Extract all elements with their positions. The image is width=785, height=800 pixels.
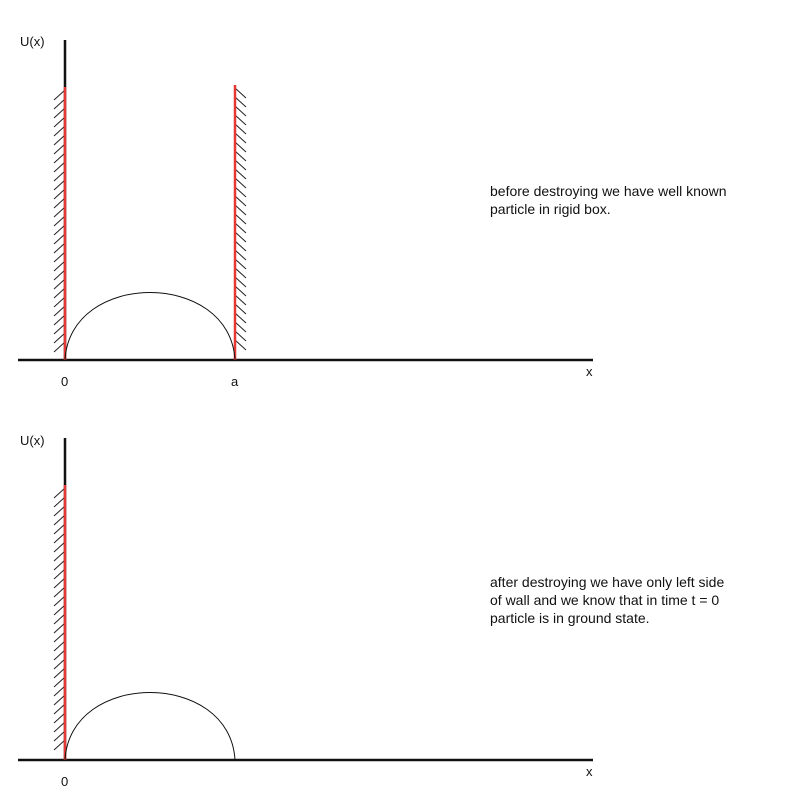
hatch-mark (54, 686, 65, 696)
hatch-mark (235, 214, 246, 224)
hatch-mark (54, 488, 65, 498)
hatch-mark (54, 632, 65, 642)
hatch-mark (54, 704, 65, 714)
hatch-mark (235, 232, 246, 242)
hatch-mark (235, 304, 246, 314)
y-axis-label: U(x) (20, 34, 45, 49)
hatch-mark (54, 668, 65, 678)
hatch-mark (54, 270, 65, 280)
hatch-mark (54, 288, 65, 298)
hatch-mark (54, 225, 65, 235)
x-axis-label: x (586, 764, 593, 779)
hatch-mark (54, 243, 65, 253)
hatch-mark (54, 722, 65, 732)
hatch-mark (235, 250, 246, 260)
note-line: of wall and we know that in time t = 0 (490, 592, 720, 608)
hatch-mark (235, 106, 246, 116)
hatch-mark (54, 90, 65, 100)
hatch-mark (54, 623, 65, 633)
hatch-mark (235, 151, 246, 161)
hatch-mark (54, 677, 65, 687)
hatch-mark (235, 241, 246, 251)
hatch-mark (54, 578, 65, 588)
hatch-mark (54, 659, 65, 669)
hatch-mark (235, 97, 246, 107)
hatch-mark (54, 144, 65, 154)
hatch-mark (235, 286, 246, 296)
hatch-mark (235, 142, 246, 152)
hatch-mark (54, 207, 65, 217)
hatch-mark (54, 542, 65, 552)
hatch-mark (235, 133, 246, 143)
hatch-mark (54, 641, 65, 651)
hatch-mark (235, 205, 246, 215)
note-before (490, 182, 770, 218)
hatch-mark (54, 315, 65, 325)
hatch-mark (54, 506, 65, 516)
hatch-mark (54, 740, 65, 750)
hatch-mark (54, 306, 65, 316)
hatch-mark (235, 196, 246, 206)
note-after (490, 573, 770, 627)
hatch-mark (54, 171, 65, 181)
hatch-mark (54, 650, 65, 660)
ground-state-wavefunction (65, 293, 235, 361)
hatch-mark (54, 234, 65, 244)
hatch-mark (54, 533, 65, 543)
hatch-mark (54, 297, 65, 307)
hatch-mark (235, 115, 246, 125)
hatch-mark (54, 261, 65, 271)
hatch-mark (54, 731, 65, 741)
hatch-mark (54, 713, 65, 723)
hatch-mark (235, 178, 246, 188)
tick-label-0: 0 (61, 774, 69, 789)
hatch-mark (54, 560, 65, 570)
left-wall-hatching (54, 90, 65, 352)
hatch-mark (54, 587, 65, 597)
hatch-mark (54, 117, 65, 127)
hatch-mark (54, 333, 65, 343)
hatch-mark (235, 277, 246, 287)
hatch-mark (54, 153, 65, 163)
hatch-mark (235, 295, 246, 305)
hatch-mark (235, 268, 246, 278)
hatch-mark (54, 551, 65, 561)
hatch-mark (54, 569, 65, 579)
hatch-mark (54, 596, 65, 606)
hatch-mark (54, 216, 65, 226)
right-wall-hatching (235, 88, 246, 350)
hatch-mark (235, 259, 246, 269)
hatch-mark (235, 124, 246, 134)
hatch-mark (235, 88, 246, 98)
hatch-mark (54, 279, 65, 289)
note-line: particle is in ground state. (490, 610, 650, 626)
hatch-mark (54, 180, 65, 190)
note-line: after destroying we have only left side (490, 574, 725, 590)
hatch-mark (54, 198, 65, 208)
tick-label-0: 0 (61, 374, 69, 389)
tick-label-a: a (231, 374, 239, 389)
note-line: before destroying we have well known (490, 183, 727, 199)
hatch-mark (54, 324, 65, 334)
hatch-mark (235, 313, 246, 323)
hatch-mark (235, 160, 246, 170)
initial-wavefunction (65, 693, 235, 761)
x-axis-label: x (586, 364, 593, 379)
hatch-mark (235, 223, 246, 233)
hatch-mark (54, 108, 65, 118)
hatch-mark (235, 169, 246, 179)
note-line: particle in rigid box. (490, 201, 611, 217)
hatch-mark (54, 189, 65, 199)
hatch-mark (235, 322, 246, 332)
hatch-mark (54, 99, 65, 109)
hatch-mark (54, 695, 65, 705)
hatch-mark (54, 524, 65, 534)
hatch-mark (54, 614, 65, 624)
hatch-mark (54, 252, 65, 262)
left-wall-hatching (54, 488, 65, 750)
hatch-mark (54, 515, 65, 525)
hatch-mark (54, 342, 65, 352)
hatch-mark (235, 331, 246, 341)
hatch-mark (54, 135, 65, 145)
hatch-mark (54, 497, 65, 507)
y-axis-label: U(x) (20, 433, 45, 448)
hatch-mark (54, 126, 65, 136)
hatch-mark (54, 162, 65, 172)
hatch-mark (235, 187, 246, 197)
hatch-mark (54, 605, 65, 615)
hatch-mark (235, 340, 246, 350)
